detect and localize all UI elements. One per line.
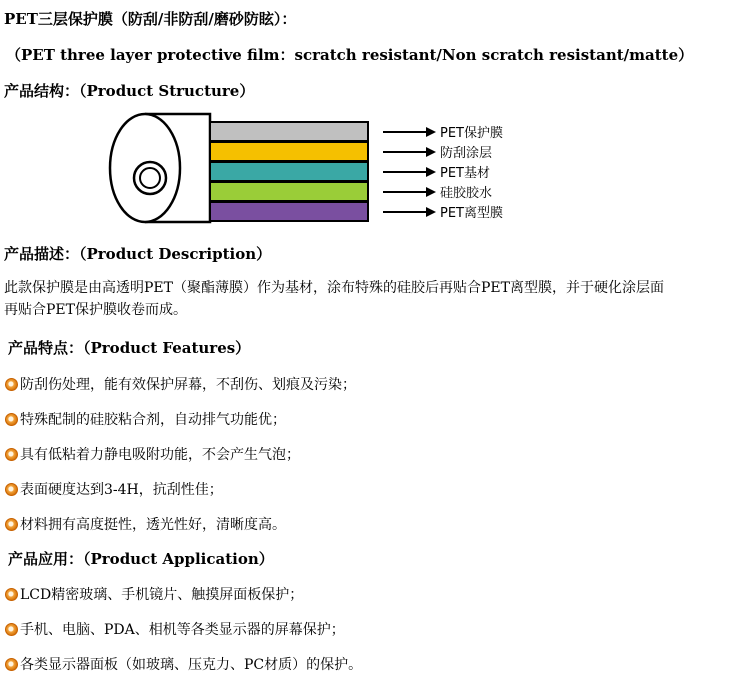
arrow-head-icon — [426, 167, 436, 177]
application-item-text: LCD精密玻璃、手机镜片、触摸屏面板保护； — [20, 587, 304, 603]
feature-item — [5, 409, 286, 429]
bullet-icon — [5, 413, 18, 426]
application-item-text: 手机、电脑、PDA、相机等各类显示器的屏幕保护； — [20, 622, 345, 638]
layer-bar — [210, 182, 368, 201]
layer-label: 硅胶胶水 — [440, 186, 493, 201]
feature-item-text: 特殊配制的硅胶粘合剂，自动排气功能优； — [20, 412, 286, 428]
description-heading: 产品描述：（Product Description） — [4, 245, 272, 263]
feature-item — [5, 444, 300, 464]
application-item-text: 各类显示器面板（如玻璃、压克力、PC材质）的保护。 — [20, 657, 363, 673]
feature-item — [5, 374, 356, 394]
bullet-icon — [5, 518, 18, 531]
description-line-1: 此款保护膜是由高透明PET（聚酯薄膜）作为基材，涂布特殊的硅胶后再贴合PET离型膜，并于硬化涂层面 — [4, 280, 664, 296]
application-heading: 产品应用：（Product Application） — [8, 550, 274, 568]
layer-label: 防刮涂层 — [440, 146, 493, 161]
feature-item-text: 表面硬度达到3-4H，抗刮性佳； — [20, 482, 223, 498]
page-title: PET三层保护膜（防刮/非防刮/磨砂防眩）： — [4, 10, 297, 28]
product-structure-diagram — [100, 110, 540, 230]
arrow-head-icon — [426, 207, 436, 217]
bullet-icon — [5, 658, 18, 671]
feature-item-text: 材料拥有高度挺性，透光性好，清晰度高。 — [20, 517, 286, 533]
application-item — [5, 584, 303, 604]
page-subtitle: （PET three layer protective film：scratch resistant/Non scratch resistant/matte） — [6, 46, 694, 64]
layer-bar — [210, 142, 368, 161]
arrow-head-icon — [426, 127, 436, 137]
structure-heading: 产品结构：（Product Structure） — [4, 82, 255, 100]
description-line-2: 再贴合PET保护膜收卷而成。 — [4, 302, 187, 318]
layer-label: PET保护膜 — [440, 126, 503, 141]
layer-bar — [210, 202, 368, 221]
feature-item-text: 具有低粘着力静电吸附功能，不会产生气泡； — [20, 447, 300, 463]
bullet-icon — [5, 448, 18, 461]
feature-item — [5, 479, 223, 499]
bullet-icon — [5, 378, 18, 391]
arrow-head-icon — [426, 187, 436, 197]
feature-item — [5, 514, 286, 534]
application-item — [5, 654, 362, 674]
layer-label: PET离型膜 — [440, 206, 503, 221]
layer-bar — [210, 122, 368, 141]
bullet-icon — [5, 623, 18, 636]
features-heading: 产品特点：（Product Features） — [8, 339, 251, 357]
layer-bar — [210, 162, 368, 181]
layer-label: PET基材 — [440, 166, 490, 181]
application-item — [5, 619, 345, 639]
bullet-icon — [5, 483, 18, 496]
arrow-head-icon — [426, 147, 436, 157]
roll-end — [110, 114, 180, 222]
bullet-icon — [5, 588, 18, 601]
feature-item-text: 防刮伤处理，能有效保护屏幕，不刮伤、划痕及污染； — [20, 377, 356, 393]
